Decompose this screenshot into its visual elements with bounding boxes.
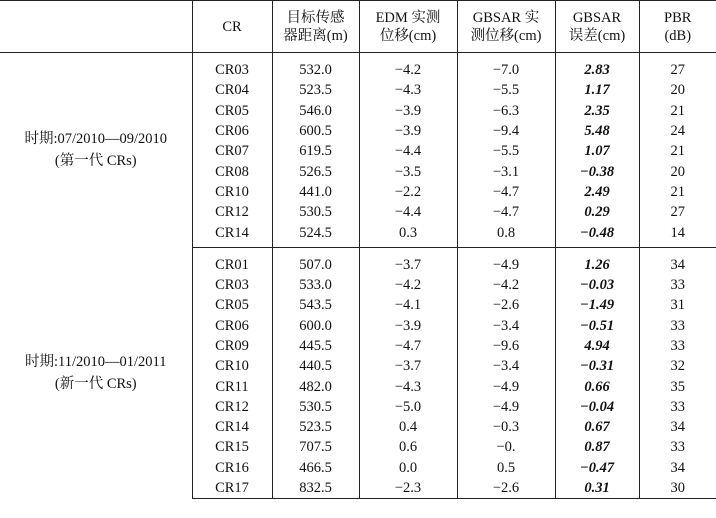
period-cell xyxy=(0,247,192,499)
distance-cell: 707.5 xyxy=(272,437,359,457)
header-pbr-line2: (dB) xyxy=(664,27,692,44)
cr-cell: CR03 xyxy=(192,53,272,81)
edm-cell: −3.5 xyxy=(359,161,457,181)
pbr-cell: 21 xyxy=(639,182,716,202)
distance-cell: 526.5 xyxy=(272,161,359,181)
period-generation-label: (新一代 CRs) xyxy=(54,375,137,392)
period-group-2 xyxy=(0,247,716,499)
error-cell: 0.67 xyxy=(555,417,639,437)
pbr-cell: 24 xyxy=(639,121,716,141)
distance-cell: 507.0 xyxy=(272,247,359,275)
gbsar-cell: −3.4 xyxy=(457,316,555,336)
edm-cell: −3.7 xyxy=(359,356,457,376)
error-cell: −0.51 xyxy=(555,316,639,336)
period-generation-label: (第一代 CRs) xyxy=(54,153,137,170)
header-cr-label: CR xyxy=(222,18,242,35)
edm-cell: −3.9 xyxy=(359,121,457,141)
pbr-cell: 27 xyxy=(639,202,716,222)
cr-cell: CR10 xyxy=(192,356,272,376)
header-error-line1: GBSAR xyxy=(572,9,622,26)
pbr-cell: 33 xyxy=(639,275,716,295)
distance-cell: 546.0 xyxy=(272,101,359,121)
gbsar-cell: −4.9 xyxy=(457,376,555,396)
pbr-cell: 27 xyxy=(639,53,716,81)
header-error-line2: 误差(cm) xyxy=(568,27,626,44)
distance-cell: 524.5 xyxy=(272,222,359,247)
distance-cell: 482.0 xyxy=(272,376,359,396)
pbr-cell: 14 xyxy=(639,222,716,247)
distance-cell: 619.5 xyxy=(272,141,359,161)
distance-cell: 832.5 xyxy=(272,478,359,499)
header-edm-line2: 位移(cm) xyxy=(379,27,437,44)
edm-cell: −4.2 xyxy=(359,275,457,295)
distance-cell: 600.5 xyxy=(272,121,359,141)
gbsar-cell: −0.3 xyxy=(457,417,555,437)
cr-cell: CR01 xyxy=(192,247,272,275)
pbr-cell: 20 xyxy=(639,161,716,181)
distance-cell: 533.0 xyxy=(272,275,359,295)
edm-cell: −5.0 xyxy=(359,397,457,417)
cr-cell: CR06 xyxy=(192,316,272,336)
edm-cell: −4.3 xyxy=(359,80,457,100)
error-cell: −0.47 xyxy=(555,458,639,478)
gbsar-cell: −4.2 xyxy=(457,275,555,295)
distance-cell: 441.0 xyxy=(272,182,359,202)
header-distance-line2: 器距离(m) xyxy=(283,27,348,44)
pbr-cell: 33 xyxy=(639,336,716,356)
pbr-cell: 32 xyxy=(639,356,716,376)
error-cell: 2.49 xyxy=(555,182,639,202)
header-error xyxy=(555,1,639,53)
gbsar-cell: −0. xyxy=(457,437,555,457)
distance-cell: 445.5 xyxy=(272,336,359,356)
edm-cell: 0.6 xyxy=(359,437,457,457)
edm-cell: 0.3 xyxy=(359,222,457,247)
pbr-cell: 30 xyxy=(639,478,716,499)
edm-cell: −4.2 xyxy=(359,53,457,81)
error-cell: 1.07 xyxy=(555,141,639,161)
edm-cell: −3.9 xyxy=(359,101,457,121)
header-cr xyxy=(192,1,272,53)
cr-cell: CR04 xyxy=(192,80,272,100)
error-cell: −0.48 xyxy=(555,222,639,247)
table-row xyxy=(0,53,716,81)
header-period xyxy=(0,1,192,53)
period-label: 时期:07/2010—09/2010 xyxy=(24,131,168,148)
cr-cell: CR14 xyxy=(192,222,272,247)
edm-cell: −4.7 xyxy=(359,336,457,356)
gbsar-cell: −6.3 xyxy=(457,101,555,121)
error-cell: 0.31 xyxy=(555,478,639,499)
table-row xyxy=(0,247,716,275)
gbsar-cell: −4.9 xyxy=(457,397,555,417)
error-cell: 1.26 xyxy=(555,247,639,275)
edm-cell: −4.1 xyxy=(359,295,457,315)
error-cell: −0.38 xyxy=(555,161,639,181)
period-group-1 xyxy=(0,53,716,248)
pbr-cell: 31 xyxy=(639,295,716,315)
distance-cell: 600.0 xyxy=(272,316,359,336)
distance-cell: 543.5 xyxy=(272,295,359,315)
pbr-cell: 33 xyxy=(639,316,716,336)
error-cell: −1.49 xyxy=(555,295,639,315)
gbsar-cell: 0.8 xyxy=(457,222,555,247)
error-cell: 0.87 xyxy=(555,437,639,457)
cr-cell: CR16 xyxy=(192,458,272,478)
header-edm xyxy=(359,1,457,53)
pbr-cell: 33 xyxy=(639,397,716,417)
pbr-cell: 34 xyxy=(639,417,716,437)
error-cell: −0.31 xyxy=(555,356,639,376)
gbsar-cell: −7.0 xyxy=(457,53,555,81)
pbr-cell: 35 xyxy=(639,376,716,396)
error-cell: 2.83 xyxy=(555,53,639,81)
pbr-cell: 21 xyxy=(639,141,716,161)
distance-cell: 523.5 xyxy=(272,417,359,437)
cr-cell: CR09 xyxy=(192,336,272,356)
distance-cell: 530.5 xyxy=(272,202,359,222)
pbr-cell: 34 xyxy=(639,458,716,478)
cr-cell: CR08 xyxy=(192,161,272,181)
edm-cell: −3.7 xyxy=(359,247,457,275)
header-pbr xyxy=(639,1,716,53)
period-label: 时期:11/2010—01/2011 xyxy=(24,353,167,370)
gbsar-cell: −5.5 xyxy=(457,141,555,161)
pbr-cell: 33 xyxy=(639,437,716,457)
header-edm-line1: EDM 实测 xyxy=(375,9,441,26)
gbsar-cell: −2.6 xyxy=(457,295,555,315)
error-cell: 0.29 xyxy=(555,202,639,222)
edm-cell: −4.4 xyxy=(359,202,457,222)
distance-cell: 466.5 xyxy=(272,458,359,478)
cr-cell: CR11 xyxy=(192,376,272,396)
cr-cell: CR15 xyxy=(192,437,272,457)
distance-cell: 532.0 xyxy=(272,53,359,81)
cr-cell: CR12 xyxy=(192,397,272,417)
gbsar-cell: 0.5 xyxy=(457,458,555,478)
gbsar-cell: −9.4 xyxy=(457,121,555,141)
error-cell: −0.03 xyxy=(555,275,639,295)
cr-cell: CR07 xyxy=(192,141,272,161)
edm-cell: 0.4 xyxy=(359,417,457,437)
cr-cell: CR05 xyxy=(192,295,272,315)
header-row xyxy=(0,1,716,53)
error-cell: −0.04 xyxy=(555,397,639,417)
header-pbr-line1: PBR xyxy=(664,9,692,26)
gbsar-cell: −4.7 xyxy=(457,202,555,222)
header-distance-line1: 目标传感 xyxy=(286,9,345,26)
edm-cell: −4.3 xyxy=(359,376,457,396)
edm-cell: −2.2 xyxy=(359,182,457,202)
gbsar-cell: −2.6 xyxy=(457,478,555,499)
cr-cell: CR03 xyxy=(192,275,272,295)
header-gbsar-line1: GBSAR 实 xyxy=(472,9,540,26)
distance-cell: 523.5 xyxy=(272,80,359,100)
edm-cell: −4.4 xyxy=(359,141,457,161)
header-gbsar-line2: 测位移(cm) xyxy=(470,27,542,44)
gbsar-cell: −9.6 xyxy=(457,336,555,356)
cr-cell: CR05 xyxy=(192,101,272,121)
cr-cell: CR17 xyxy=(192,478,272,499)
error-cell: 0.66 xyxy=(555,376,639,396)
error-cell: 2.35 xyxy=(555,101,639,121)
edm-cell: 0.0 xyxy=(359,458,457,478)
table-header xyxy=(0,1,716,53)
pbr-cell: 20 xyxy=(639,80,716,100)
edm-cell: −2.3 xyxy=(359,478,457,499)
cr-cell: CR06 xyxy=(192,121,272,141)
header-distance xyxy=(272,1,359,53)
distance-cell: 440.5 xyxy=(272,356,359,376)
gbsar-cell: −4.7 xyxy=(457,182,555,202)
cr-cell: CR10 xyxy=(192,182,272,202)
pbr-cell: 34 xyxy=(639,247,716,275)
gbsar-cell: −3.4 xyxy=(457,356,555,376)
error-cell: 5.48 xyxy=(555,121,639,141)
cr-cell: CR12 xyxy=(192,202,272,222)
gbsar-cell: −5.5 xyxy=(457,80,555,100)
edm-cell: −3.9 xyxy=(359,316,457,336)
distance-cell: 530.5 xyxy=(272,397,359,417)
cr-cell: CR14 xyxy=(192,417,272,437)
period-cell xyxy=(0,53,192,248)
pbr-cell: 21 xyxy=(639,101,716,121)
gbsar-cell: −3.1 xyxy=(457,161,555,181)
error-cell: 1.17 xyxy=(555,80,639,100)
header-gbsar xyxy=(457,1,555,53)
error-cell: 4.94 xyxy=(555,336,639,356)
gbsar-cell: −4.9 xyxy=(457,247,555,275)
